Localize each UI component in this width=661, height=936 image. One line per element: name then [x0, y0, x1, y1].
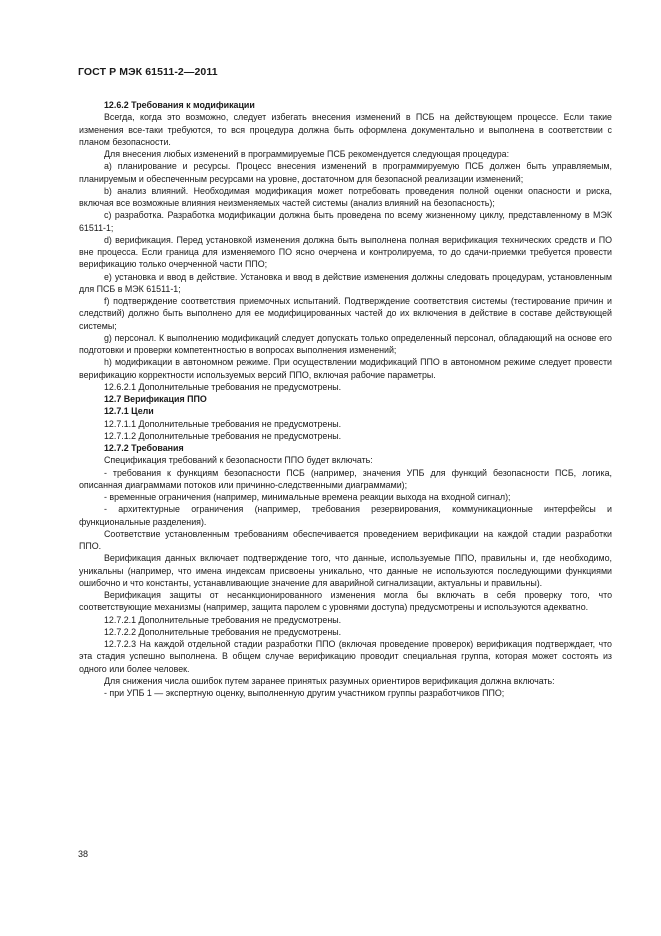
paragraph: 12.7.1.2 Дополнительные требования не предусмотрены.	[104, 430, 342, 441]
section-heading: 12.7 Верификация ППО	[104, 394, 207, 404]
document-body	[79, 99, 612, 699]
paragraph: 12.6.2.1 Дополнительные требования не предусмотрены.	[104, 381, 342, 392]
paragraph: Спецификация требований к безопасности ППО будет включать:	[104, 455, 373, 466]
section-heading: 12.7.2 Требования	[104, 443, 184, 453]
paragraph: 12.7.2.1 Дополнительные требования не предусмотрены.	[104, 614, 342, 625]
paragraph: Верификация защиты от несанкционированного изменения могла бы включать в себя проверку того, что соответствующие механизмы (например, защита паролем с уровнями доступа) предусмотрены и используются адекватно.	[79, 590, 612, 613]
page-number: 38	[78, 849, 89, 859]
list-item: b) анализ влияний. Необходимая модификация может потребовать проведения полной оценки опасности и риска, включая все возможные влияния неизменяемых частей системы (анализ влияний на безопасность);	[79, 185, 612, 208]
section-heading: 12.6.2 Требования к модификации	[104, 100, 255, 110]
paragraph: Верификация данных включает подтверждение того, что данные, используемые ППО, правильны и, где необходимо, уникальны (например, что имена индексам присвоены уникально, что данные не используются последующими функциями ошибочно и что константы, устанавливающие значение для аварийной сигнализации, актуальны и правильны).	[79, 553, 612, 588]
list-item: a) планирование и ресурсы. Процесс внесения изменений в программируемую ПСБ должен быть управляемым, планируемым и обеспеченным ресурсами на уровне, достаточном для безопасной реализации изменений;	[79, 161, 612, 184]
list-item: - архитектурные ограничения (например, требования резервирования, коммуникационные интерфейсы и функциональные разделения).	[79, 504, 612, 527]
list-item: h) модификации в автономном режиме. При осуществлении модификаций ППО в автономном режиме следует провести верификацию корректности используемых версий ППО, включая рабочие параметры.	[79, 357, 612, 380]
section-heading: 12.7.1 Цели	[104, 406, 154, 417]
paragraph: 12.7.1.1 Дополнительные требования не предусмотрены.	[104, 418, 342, 429]
paragraph: Всегда, когда это возможно, следует избегать внесения изменений в ПСБ на действующем процессе. Если такие изменения все-таки требуются, то вся процедура должна быть оформлена документально и выполнена в соответствии с планом безопасности.	[79, 112, 612, 147]
list-item: d) верификация. Перед установкой изменения должна быть выполнена полная верификация технических средств и ПО вне процесса. Если граница для изменяемого ПО ясно очерчена и контролируема, то до сдачи-приемки требуется провести верификацию только очерченной части ППО;	[79, 234, 612, 270]
list-item: g) персонал. К выполнению модификаций следует допускать только определенный персонал, обладающий на основе его подготовки и проверки компетентностью в вопросах выполнения изменений;	[79, 332, 612, 355]
paragraph: Для снижения числа ошибок путем заранее принятых разумных ориентиров верификация должна включать:	[104, 675, 555, 686]
paragraph: 12.7.2.3 На каждой отдельной стадии разработки ППО (включая проведение проверок) верификация подтверждает, что эта стадия успешно выполнена. В общем случае верификацию проводит специальная группа, которая может состоять из одного или более человек.	[79, 639, 612, 674]
document-header: ГОСТ Р МЭК 61511-2—2011	[78, 66, 218, 78]
list-item: - требования к функциям безопасности ПСБ (например, значения УПБ для функций безопасности ПСБ, логика, описанная диаграммами потоков или причинно-следственными диаграммами);	[79, 467, 612, 490]
paragraph: 12.7.2.2 Дополнительные требования не предусмотрены.	[104, 626, 342, 637]
list-item: e) установка и ввод в действие. Установка и ввод в действие изменения должны следовать процедурам, установленным для ПСБ в МЭК 61511-1;	[79, 271, 612, 294]
paragraph: Для внесения любых изменений в программируемые ПСБ рекомендуется следующая процедура:	[104, 149, 510, 159]
list-item: f) подтверждение соответствия приемочных испытаний. Подтверждение соответствия системы (тестирование причин и следствий) должно быть выполнено для ее модифицированных частей до их включения в действие в составе действующей системы;	[79, 296, 612, 331]
paragraph: Соответствие установленным требованиям обеспечивается проведением верификации на каждой стадии разработки ППО.	[79, 528, 612, 551]
list-item: c) разработка. Разработка модификации должна быть проведена по всему жизненному циклу, представленному в МЭК 61511-1;	[79, 210, 612, 233]
list-item: - временные ограничения (например, минимальные времена реакции выхода на входной сигнал);	[104, 492, 511, 502]
list-item: - при УПБ 1 — экспертную оценку, выполненную другим участником группы разработчиков ППО;	[104, 688, 505, 698]
